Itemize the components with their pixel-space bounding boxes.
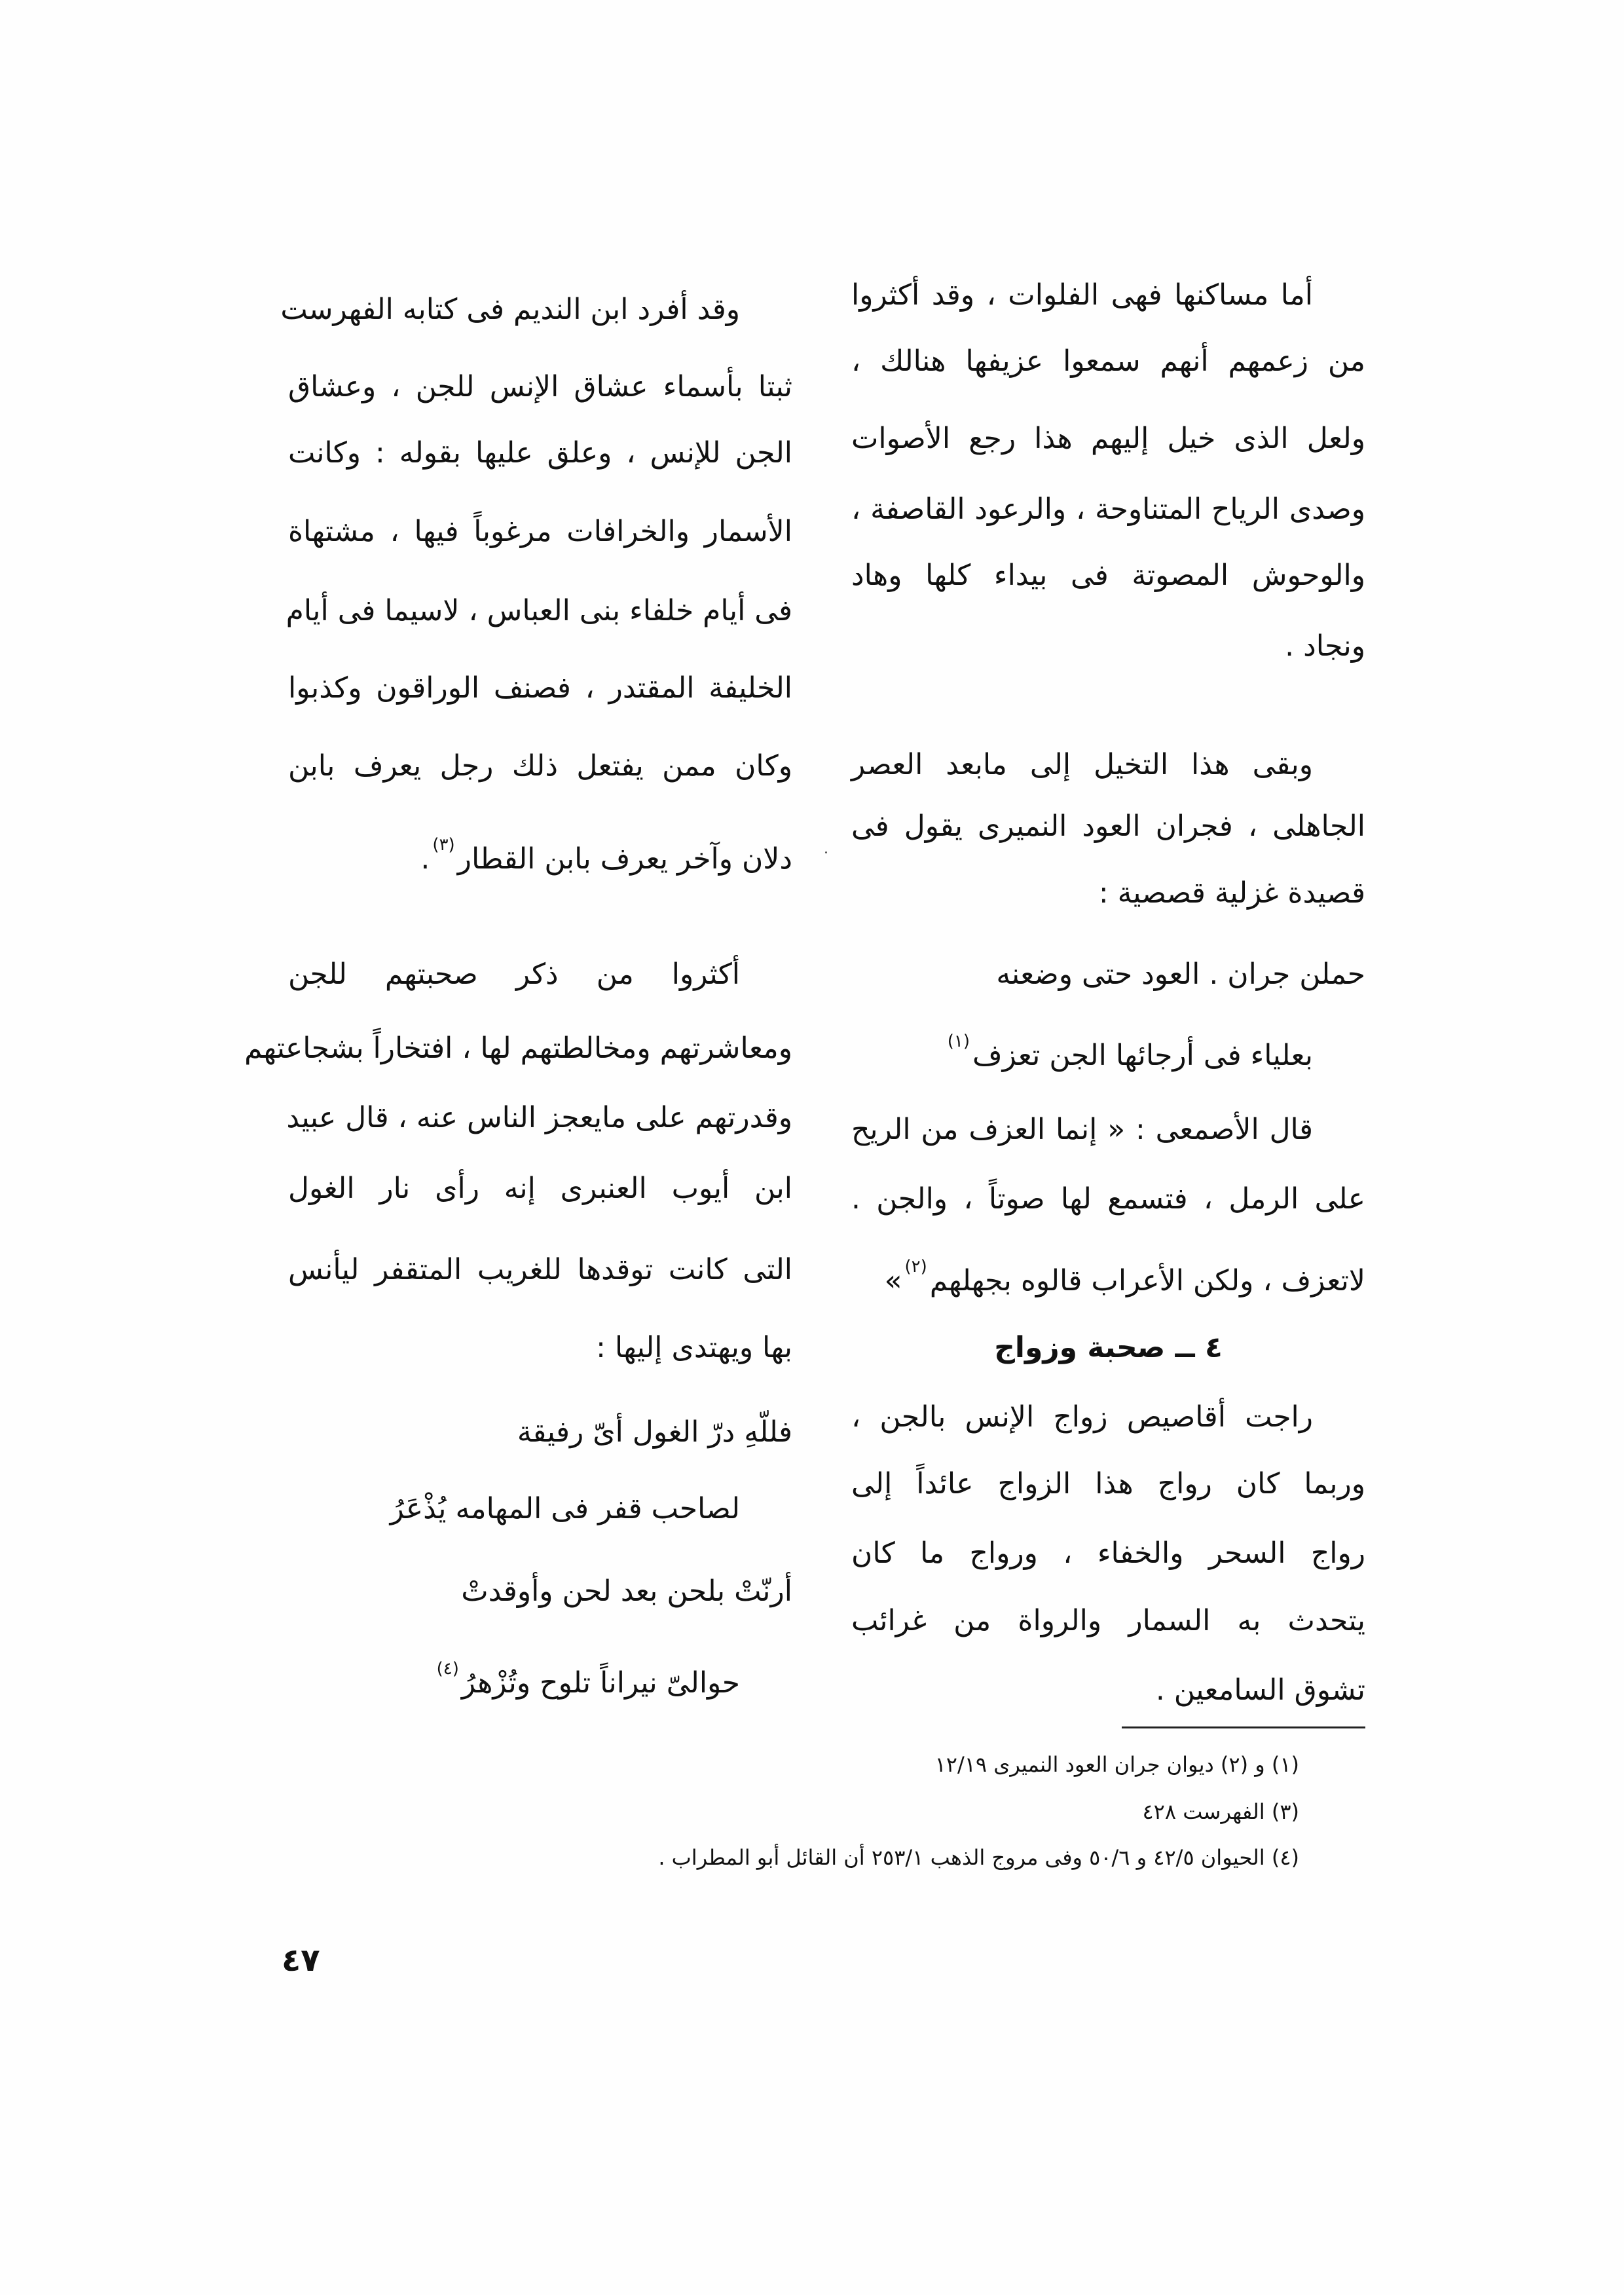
text-line bbox=[851, 1391, 1365, 1444]
line-text: وقد أفرد ابن النديم فى كتابه الفهرست bbox=[280, 293, 740, 326]
text-line bbox=[288, 819, 792, 876]
text-line bbox=[851, 1458, 1365, 1510]
text-line bbox=[288, 427, 792, 479]
text-line bbox=[280, 284, 792, 336]
line-text: وربما كان رواج هذا الزواج عائداً إلى bbox=[851, 1467, 1365, 1501]
line-text: الجن للإنس ، وعلق عليها بقوله : وكانت bbox=[288, 436, 792, 470]
footnote: (٤) الحيوان ٤٢/٥ و ٥٠/٦ وفى مروج الذهب ٢٥٣/١ أن القائل أبو المطراب . bbox=[658, 1845, 1299, 1870]
line-text: تشوق السامعين . bbox=[1155, 1673, 1365, 1707]
line-text: ولعل الذى خيل إليهم هذا رجع الأصوات bbox=[851, 422, 1365, 455]
line-text: أما مساكنها فهى الفلوات ، وقد أكثروا bbox=[851, 278, 1313, 312]
line-text: وكان ممن يفتعل ذلك رجل يعرف بابن bbox=[288, 749, 792, 783]
line-text: حملن جران . العود حتى وضعنه bbox=[996, 958, 1365, 991]
line-text: الخليفة المقتدر ، فصنف الوراقون وكذبوا bbox=[288, 671, 792, 705]
text-line bbox=[288, 1092, 792, 1144]
footnote-marker[interactable]: (٣) bbox=[432, 835, 455, 855]
line-text: بعلياء فى أرجائها الجن تعزف bbox=[972, 1039, 1313, 1072]
line-text: التى كانت توقدها للغريب المتقفر ليأنس bbox=[288, 1253, 792, 1286]
line-text: قال الأصمعى : « إنما العزف من الريح bbox=[851, 1113, 1313, 1146]
line-text: من زعمهم أنهم سمعوا عزيفها هنالك ، bbox=[851, 345, 1365, 378]
scan-speck bbox=[825, 851, 827, 853]
verse-line bbox=[288, 1483, 792, 1535]
text-line bbox=[288, 585, 792, 637]
text-line bbox=[288, 740, 792, 793]
text-line bbox=[851, 1595, 1365, 1647]
line-text: قصيدة غزلية قصصية : bbox=[1098, 876, 1365, 910]
line-text: يتحدث به السمار والرواة من غرائب bbox=[851, 1604, 1365, 1637]
line-text: ثبتا بأسماء عشاق الإنس للجن ، وعشاق bbox=[288, 370, 792, 403]
footnote-marker[interactable]: (١) bbox=[947, 1032, 970, 1051]
line-text: ومعاشرتهم ومخالطتهم لها ، افتخاراً بشجاعتهم bbox=[244, 1032, 792, 1065]
text-line bbox=[288, 948, 792, 1001]
verse-line bbox=[851, 948, 1365, 1001]
line-text: على الرمل ، فتسمع لها صوتاً ، والجن . bbox=[851, 1182, 1365, 1216]
footnote-divider bbox=[1122, 1726, 1365, 1728]
text-line bbox=[851, 867, 1365, 920]
text-line bbox=[851, 620, 1365, 673]
punctuation: . bbox=[420, 842, 430, 876]
line-text: فللّهِ درّ الغول أىّ رفيقة bbox=[517, 1415, 792, 1449]
line-text: أكثروا من ذكر صحبتهم للجن bbox=[288, 958, 740, 991]
text-line bbox=[288, 506, 792, 558]
footnote-marker[interactable]: (٤) bbox=[436, 1659, 459, 1679]
text-line bbox=[288, 1163, 792, 1215]
text-line bbox=[851, 1241, 1365, 1297]
text-line bbox=[244, 1022, 792, 1075]
line-text: بها ويهتدى إليها : bbox=[596, 1331, 792, 1364]
line-text: ونجاد . bbox=[1285, 629, 1365, 663]
line-text: فى أيام خلفاء بنى العباس ، لاسيما فى أيام bbox=[286, 594, 792, 627]
text-line bbox=[851, 483, 1365, 536]
footnote: (١) و (٢) ديوان جران العود النميرى ١٢/١٩ bbox=[934, 1752, 1299, 1777]
text-line bbox=[851, 413, 1365, 465]
punctuation: » bbox=[884, 1264, 902, 1297]
text-line bbox=[851, 269, 1365, 322]
verse-line bbox=[288, 1565, 792, 1618]
line-text: حوالىّ نيراناً تلوح وتُزْهرُ bbox=[461, 1666, 740, 1700]
text-line bbox=[851, 800, 1365, 853]
line-text: رواج السحر والخفاء ، ورواج ما كان bbox=[851, 1537, 1365, 1570]
text-line bbox=[288, 361, 792, 413]
line-text: وقدرتهم على مايعجز الناس عنه ، قال عبيد bbox=[286, 1101, 792, 1134]
line-text: ابن أيوب العنبرى إنه رأى نار الغول bbox=[288, 1172, 792, 1205]
text-line bbox=[851, 550, 1365, 602]
line-text: الجاهلى ، فجران العود النميرى يقول فى bbox=[851, 810, 1365, 843]
text-line bbox=[851, 739, 1365, 791]
section-heading bbox=[851, 1322, 1365, 1374]
text-line bbox=[851, 1104, 1365, 1156]
text-line bbox=[851, 1527, 1365, 1580]
footnote-marker[interactable]: (٢) bbox=[904, 1257, 927, 1277]
line-text: وصدى الرياح المتناوحة ، والرعود القاصفة ، bbox=[851, 493, 1365, 526]
verse-line bbox=[851, 1015, 1365, 1072]
text-line bbox=[288, 1322, 792, 1374]
line-text: دلان وآخر يعرف بابن القطار bbox=[457, 842, 792, 876]
text-line bbox=[288, 1244, 792, 1296]
line-text: راجت أقاصيص زواج الإنس بالجن ، bbox=[851, 1400, 1313, 1434]
line-text: والوحوش المصوتة فى بيداء كلها وهاد bbox=[851, 559, 1365, 592]
footnote: (٣) الفهرست ٤٢٨ bbox=[1142, 1799, 1299, 1824]
text-line bbox=[851, 1173, 1365, 1225]
line-text: لصاحب قفر فى المهامه يُذْعَرُ bbox=[390, 1492, 740, 1525]
verse-line bbox=[288, 1643, 792, 1700]
line-text: أرنّتْ بلحن بعد لحن وأوقدتْ bbox=[461, 1575, 792, 1608]
line-text: الأسمار والخرافات مرغوباً فيها ، مشتهاة bbox=[288, 515, 792, 548]
line-text: وبقى هذا التخيل إلى مابعد العصر bbox=[851, 748, 1313, 781]
text-line bbox=[851, 335, 1365, 388]
line-text: ٤ ــ صحبة وزواج bbox=[994, 1331, 1223, 1364]
text-line bbox=[288, 662, 792, 715]
verse-line bbox=[288, 1406, 792, 1459]
line-text: لاتعزف ، ولكن الأعراب قالوه بجهلهم bbox=[929, 1264, 1365, 1297]
text-line bbox=[851, 1664, 1365, 1717]
page-number: ٤٧ bbox=[282, 1942, 320, 1979]
